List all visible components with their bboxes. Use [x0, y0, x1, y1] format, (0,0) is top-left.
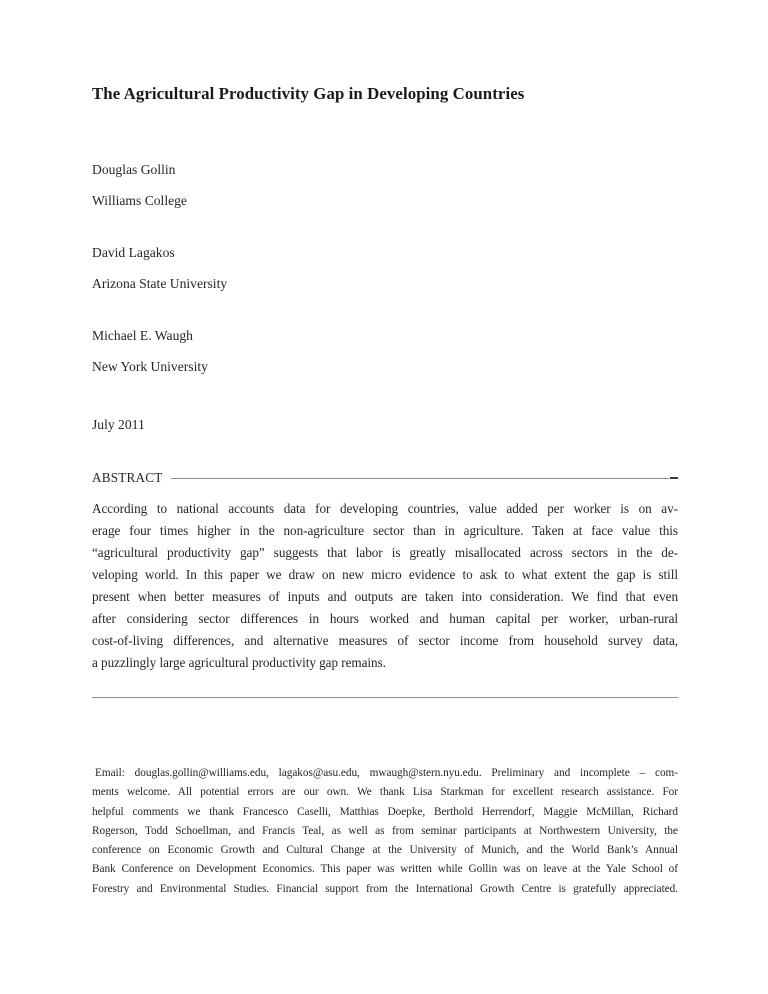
footnote-line: Rogerson, Todd Schoellman, and Francis Teal, as well as from seminar participants at Northwestern University, the [92, 824, 678, 837]
abstract-rule [171, 478, 669, 479]
author-name: David Lagakos [92, 245, 175, 260]
author-block [92, 159, 678, 211]
footnote-line: conference on Economic Growth and Cultural Change at the University of Munich, and the World Bank’s Annual [92, 844, 678, 857]
footnote [92, 764, 678, 899]
footnote-line: helpful comments we thank Francesco Caselli, Matthias Doepke, Berthold Herrendorf, Maggie McMillan, Richard [92, 805, 678, 818]
author-name: Michael E. Waugh [92, 328, 193, 343]
footnote-line: Forestry and Environmental Studies. Financial support from the International Growth Centre is gratefully appreciated. [92, 882, 678, 895]
author-affiliation: New York University [92, 359, 208, 374]
abstract-body [92, 498, 678, 674]
author-affiliation: Williams College [92, 193, 187, 208]
abstract-rule-end-dash [670, 477, 678, 479]
paper-title: The Agricultural Productivity Gap in Developing Countries [92, 84, 525, 103]
footnote-line: ments welcome. All potential errors are our own. We thank Lisa Starkman for excellent research assistance. For [92, 786, 678, 799]
paper-date: July 2011 [92, 417, 145, 432]
abstract-line: a puzzlingly large agricultural productivity gap remains. [92, 655, 386, 670]
footnote-line: Bank Conference on Development Economics. This paper was written while Gollin was on leave at the Yale School of [92, 863, 678, 876]
abstract-line: According to national accounts data for developing countries, value added per worker is on av- [92, 501, 678, 516]
author-name: Douglas Gollin [92, 162, 176, 177]
author-block [92, 325, 678, 377]
footnote-line: Email: douglas.gollin@williams.edu, lagakos@asu.edu, mwaugh@stern.nyu.edu. Preliminary and incomplete – com- [95, 767, 678, 779]
abstract-line: present when better measures of inputs and outputs are taken into consideration. We find that even [92, 589, 678, 604]
abstract-line: veloping world. In this paper we draw on new micro evidence to ask to what extent the gap is still [92, 567, 678, 582]
abstract-line: “agricultural productivity gap” suggests that labor is greatly misallocated across sectors in the de- [92, 545, 678, 560]
abstract-line: erage four times higher in the non-agriculture sector than in agriculture. Taken at face value this [92, 523, 678, 538]
author-affiliation: Arizona State University [92, 276, 228, 291]
abstract-line: after considering sector differences in hours worked and human capital per worker, urban-rural [92, 611, 678, 626]
abstract-closing-rule [92, 697, 678, 698]
abstract-line: cost-of-living differences, and alternative measures of sector income from household survey data, [92, 633, 678, 648]
author-block [92, 242, 678, 294]
abstract-label: ABSTRACT [92, 470, 163, 485]
abstract-header [92, 468, 678, 488]
